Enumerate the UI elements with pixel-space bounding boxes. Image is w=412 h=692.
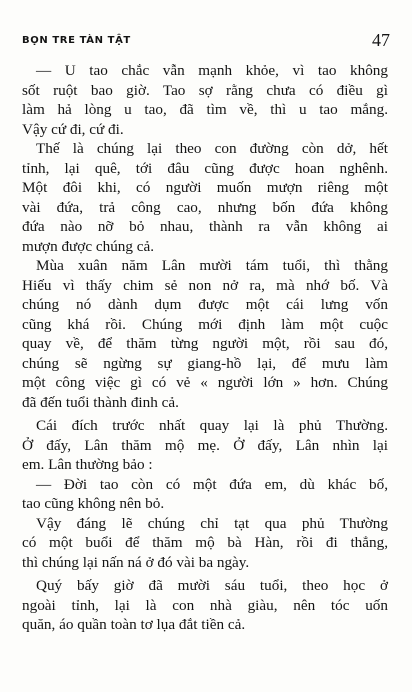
text-line: đã đến tuổi thành đinh cả. <box>22 393 179 411</box>
text-line: tỉnh, lại quê, tới đâu cũng được hoan nghênh. <box>22 159 388 177</box>
text-line: ngoài tỉnh, lại là con nhà giàu, nên tóc uốn <box>22 596 388 614</box>
paragraph <box>22 139 388 256</box>
paragraph <box>22 256 388 412</box>
page-header <box>22 30 390 52</box>
text-line: quay về, để thăm từng người một, rồi sau đó, <box>22 335 388 352</box>
text-line: có một buổi để thăm mộ bà Hàn, rồi đi thẳng, <box>22 534 388 551</box>
text-line: đứa nào nỡ bỏ nhau, thành ra vẫn không ai <box>22 218 388 235</box>
text-line: Một đôi khi, có người muốn mượn riêng một <box>22 179 388 196</box>
text-line: — U tao chắc vẫn mạnh khỏe, vì tao không <box>36 62 388 79</box>
paragraph <box>22 416 388 475</box>
text-line: em. Lân thường bảo : <box>22 456 153 473</box>
paragraph <box>22 61 388 139</box>
text-line: một công việc gì có vẻ « người lớn » hơn. Chúng <box>22 374 388 391</box>
text-line: vài đứa, trả công cao, nhưng bốn đứa không <box>22 198 388 216</box>
text-line: Thế là chúng lại theo con đường còn dở, hết <box>36 140 388 157</box>
paragraph <box>22 514 388 573</box>
text-line: chúng sẽ ngừng sự giang-hồ lại, để mưu làm <box>22 354 388 372</box>
text-line: sốt ruột bao giờ. Tao sợ rằng chưa có điều gì <box>22 81 388 99</box>
text-line: Cái đích trước nhất quay lại là phủ Thường. <box>36 417 388 434</box>
text-line: Vậy cứ đi, cứ đi. <box>22 120 124 138</box>
text-line: Vậy đáng lẽ chúng chỉ tạt qua phủ Thường <box>36 514 388 532</box>
text-line: quăn, áo quần toàn tơ lụa đắt tiền cả. <box>22 616 246 633</box>
text-line: Hiếu vì thấy chim sẻ non nở ra, mà nhớ bố. Và <box>22 276 388 294</box>
text-line: chúng nó dành dụm được một cái lưng vốn <box>22 296 388 313</box>
text-line: cũng khá rồi. Chúng mới định làm một cuộc <box>22 315 388 333</box>
paragraph <box>22 475 388 514</box>
text-line: Quý bấy giờ đã mười sáu tuổi, theo học ở <box>36 577 388 594</box>
running-title: BỌN TRE TÀN TẬT <box>22 35 131 46</box>
text-line: làm hả lòng u tao, đã tìm về, thì u tao mắng. <box>22 101 388 118</box>
text-line: Ở đấy, Lân thăm mộ mẹ. Ở đấy, Lân nhìn lại <box>22 436 388 454</box>
text-line: Mùa xuân năm Lân mười tám tuổi, thì thằng <box>36 257 388 274</box>
text-line: — Đời tao còn có một đứa em, dù khác bố, <box>36 475 388 493</box>
text-line: mượn được chúng cả. <box>22 237 155 255</box>
page-number: 47 <box>372 30 390 50</box>
text-line: tao cũng không nên bỏ. <box>22 495 165 512</box>
text-line: thì chúng lại nấn ná ở đó vài ba ngày. <box>22 553 250 571</box>
paragraph <box>22 576 388 635</box>
body-text <box>22 61 388 635</box>
